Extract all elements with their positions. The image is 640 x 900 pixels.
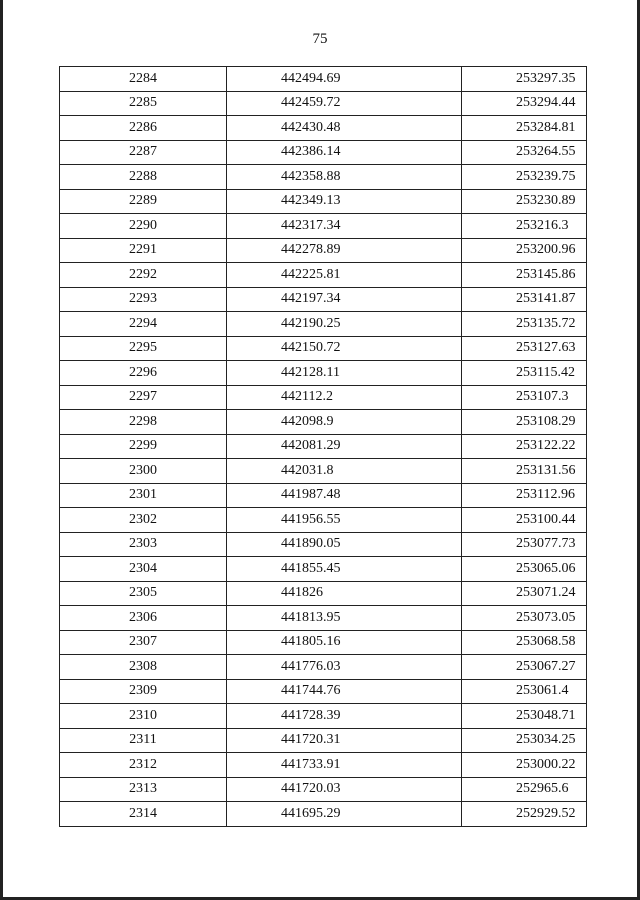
x-coordinate-cell: 442317.34 — [227, 214, 462, 239]
table-row — [60, 312, 587, 337]
point-number-cell: 2311 — [60, 728, 227, 753]
x-coordinate-cell: 441733.91 — [227, 753, 462, 778]
y-coordinate-cell: 253071.24 — [462, 581, 587, 606]
x-coordinate-cell: 441813.95 — [227, 606, 462, 631]
y-coordinate-cell: 253131.56 — [462, 459, 587, 484]
table-row — [60, 336, 587, 361]
x-coordinate-cell: 442081.29 — [227, 434, 462, 459]
table-row — [60, 802, 587, 827]
point-number-cell: 2284 — [60, 67, 227, 92]
page-number: 75 — [312, 31, 328, 47]
point-number-cell: 2293 — [60, 287, 227, 312]
x-coordinate-cell: 442278.89 — [227, 238, 462, 263]
table-row — [60, 67, 587, 92]
point-number-cell: 2313 — [60, 777, 227, 802]
y-coordinate-cell: 253135.72 — [462, 312, 587, 337]
y-coordinate-cell: 253077.73 — [462, 532, 587, 557]
table-row — [60, 116, 587, 141]
table-row — [60, 361, 587, 386]
x-coordinate-cell: 441855.45 — [227, 557, 462, 582]
table-row — [60, 704, 587, 729]
point-number-cell: 2287 — [60, 140, 227, 165]
point-number-cell: 2299 — [60, 434, 227, 459]
y-coordinate-cell: 253067.27 — [462, 655, 587, 680]
table-row — [60, 91, 587, 116]
y-coordinate-cell: 253200.96 — [462, 238, 587, 263]
x-coordinate-cell: 442225.81 — [227, 263, 462, 288]
x-coordinate-cell: 442112.2 — [227, 385, 462, 410]
y-coordinate-cell: 253065.06 — [462, 557, 587, 582]
point-number-cell: 2290 — [60, 214, 227, 239]
x-coordinate-cell: 442430.48 — [227, 116, 462, 141]
y-coordinate-cell: 253230.89 — [462, 189, 587, 214]
x-coordinate-cell: 441956.55 — [227, 508, 462, 533]
y-coordinate-cell: 253216.3 — [462, 214, 587, 239]
point-number-cell: 2292 — [60, 263, 227, 288]
x-coordinate-cell: 442098.9 — [227, 410, 462, 435]
x-coordinate-cell: 441890.05 — [227, 532, 462, 557]
x-coordinate-cell: 442197.34 — [227, 287, 462, 312]
table-row — [60, 679, 587, 704]
x-coordinate-cell: 441720.03 — [227, 777, 462, 802]
table-row — [60, 238, 587, 263]
y-coordinate-cell: 253141.87 — [462, 287, 587, 312]
table-row — [60, 557, 587, 582]
point-number-cell: 2297 — [60, 385, 227, 410]
point-number-cell: 2301 — [60, 483, 227, 508]
x-coordinate-cell: 441826 — [227, 581, 462, 606]
y-coordinate-cell: 253108.29 — [462, 410, 587, 435]
table-row — [60, 140, 587, 165]
table-row — [60, 606, 587, 631]
table-row — [60, 189, 587, 214]
x-coordinate-cell: 442128.11 — [227, 361, 462, 386]
table-row — [60, 434, 587, 459]
point-number-cell: 2307 — [60, 630, 227, 655]
table-row — [60, 214, 587, 239]
y-coordinate-cell: 253115.42 — [462, 361, 587, 386]
point-number-cell: 2291 — [60, 238, 227, 263]
x-coordinate-cell: 442494.69 — [227, 67, 462, 92]
x-coordinate-cell: 441805.16 — [227, 630, 462, 655]
table-row — [60, 410, 587, 435]
point-number-cell: 2286 — [60, 116, 227, 141]
y-coordinate-cell: 253068.58 — [462, 630, 587, 655]
coordinates-table-body — [60, 67, 587, 827]
x-coordinate-cell: 441720.31 — [227, 728, 462, 753]
point-number-cell: 2305 — [60, 581, 227, 606]
y-coordinate-cell: 253048.71 — [462, 704, 587, 729]
point-number-cell: 2302 — [60, 508, 227, 533]
table-row — [60, 385, 587, 410]
table-row — [60, 581, 587, 606]
point-number-cell: 2294 — [60, 312, 227, 337]
table-row — [60, 753, 587, 778]
x-coordinate-cell: 442150.72 — [227, 336, 462, 361]
y-coordinate-cell: 252929.52 — [462, 802, 587, 827]
point-number-cell: 2309 — [60, 679, 227, 704]
point-number-cell: 2310 — [60, 704, 227, 729]
y-coordinate-cell: 253297.35 — [462, 67, 587, 92]
coordinates-table — [59, 66, 587, 827]
point-number-cell: 2288 — [60, 165, 227, 190]
x-coordinate-cell: 441776.03 — [227, 655, 462, 680]
x-coordinate-cell: 442031.8 — [227, 459, 462, 484]
x-coordinate-cell: 441728.39 — [227, 704, 462, 729]
table-row — [60, 728, 587, 753]
y-coordinate-cell: 253061.4 — [462, 679, 587, 704]
y-coordinate-cell: 253264.55 — [462, 140, 587, 165]
y-coordinate-cell: 253112.96 — [462, 483, 587, 508]
x-coordinate-cell: 442386.14 — [227, 140, 462, 165]
x-coordinate-cell: 441744.76 — [227, 679, 462, 704]
point-number-cell: 2300 — [60, 459, 227, 484]
y-coordinate-cell: 253145.86 — [462, 263, 587, 288]
point-number-cell: 2295 — [60, 336, 227, 361]
point-number-cell: 2312 — [60, 753, 227, 778]
point-number-cell: 2306 — [60, 606, 227, 631]
table-row — [60, 630, 587, 655]
y-coordinate-cell: 253284.81 — [462, 116, 587, 141]
table-row — [60, 532, 587, 557]
x-coordinate-cell: 442190.25 — [227, 312, 462, 337]
table-row — [60, 165, 587, 190]
point-number-cell: 2289 — [60, 189, 227, 214]
y-coordinate-cell: 253107.3 — [462, 385, 587, 410]
y-coordinate-cell: 253239.75 — [462, 165, 587, 190]
point-number-cell: 2296 — [60, 361, 227, 386]
table-row — [60, 263, 587, 288]
y-coordinate-cell: 253122.22 — [462, 434, 587, 459]
table-row — [60, 508, 587, 533]
y-coordinate-cell: 252965.6 — [462, 777, 587, 802]
page-edge-left — [0, 0, 3, 900]
x-coordinate-cell: 441695.29 — [227, 802, 462, 827]
x-coordinate-cell: 442349.13 — [227, 189, 462, 214]
point-number-cell: 2303 — [60, 532, 227, 557]
point-number-cell: 2308 — [60, 655, 227, 680]
y-coordinate-cell: 253127.63 — [462, 336, 587, 361]
table-row — [60, 777, 587, 802]
table-row — [60, 483, 587, 508]
point-number-cell: 2304 — [60, 557, 227, 582]
y-coordinate-cell: 253100.44 — [462, 508, 587, 533]
y-coordinate-cell: 253294.44 — [462, 91, 587, 116]
x-coordinate-cell: 442358.88 — [227, 165, 462, 190]
table-row — [60, 287, 587, 312]
point-number-cell: 2298 — [60, 410, 227, 435]
y-coordinate-cell: 253034.25 — [462, 728, 587, 753]
point-number-cell: 2285 — [60, 91, 227, 116]
table-row — [60, 655, 587, 680]
x-coordinate-cell: 442459.72 — [227, 91, 462, 116]
y-coordinate-cell: 253073.05 — [462, 606, 587, 631]
table-row — [60, 459, 587, 484]
y-coordinate-cell: 253000.22 — [462, 753, 587, 778]
point-number-cell: 2314 — [60, 802, 227, 827]
x-coordinate-cell: 441987.48 — [227, 483, 462, 508]
